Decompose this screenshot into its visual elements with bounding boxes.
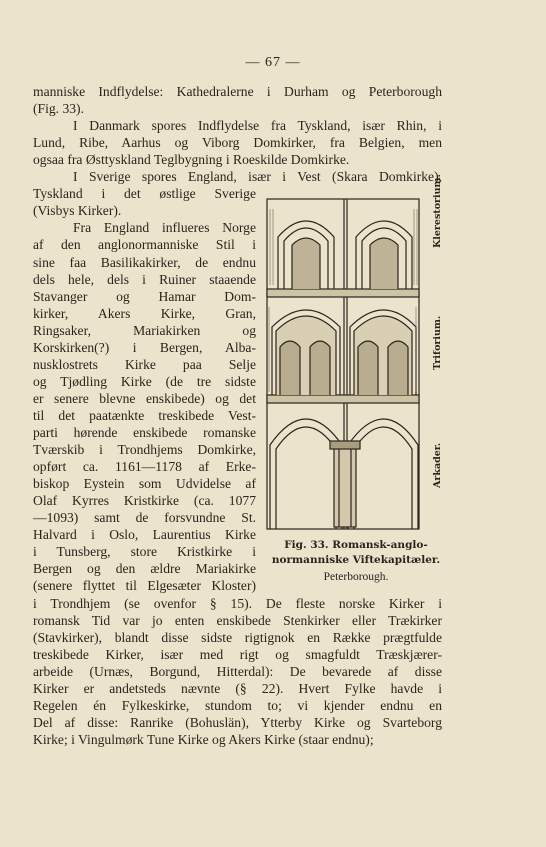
text-line: er senere blevne enskibede) og det (33, 390, 256, 406)
text-line: Regelen én Fylkeskirke, stundom to; vi kjender endnu en (33, 697, 442, 713)
text-line: treskibede Kirker, især med rigt og smagfuldt Træskjærer- (33, 646, 442, 662)
text-line: Halvard i Oslo, Laurentius Kirke (33, 527, 256, 543)
figure-caption-line-2: normanniske Viftekapitæler. (271, 554, 441, 566)
text-line: —1093) samt de forsvundne St. (33, 510, 256, 526)
text-line: Fra England influeres Norge (73, 220, 256, 236)
text-line: (Fig. 33). (33, 101, 84, 117)
figure-33-illustration (266, 197, 451, 533)
text-line: Bergen og den ældre Mariakirke (33, 561, 256, 577)
figure-caption-line-1: Fig. 33. Romansk-anglo- (284, 539, 428, 551)
text-line: Tyskland i det østlige Sverige (33, 186, 256, 202)
page-number: — 67 — (245, 55, 301, 70)
text-line: romansk Tid var jo enten enskibede Stenkirker eller Trækirker (33, 612, 442, 628)
text-line: Lund, Ribe, Aarhus og Viborg Domkirker, fra Belgien, men (33, 135, 442, 151)
text-line: arbeide (Urnæs, Borgund, Hitterdal): De bevarede af disse (33, 663, 442, 679)
text-line: Stavanger og Hamar Dom- (33, 288, 256, 304)
text-line: Del af disse: Ranrike (Bohuslän), Ytterby Kirke og Svarteborg (33, 714, 442, 730)
text-line: kirker, Akers Kirke, Gran, (33, 305, 256, 321)
text-line: Kirker er andetsteds nævnte (§ 22). Hvert Fylke havde i (33, 680, 442, 696)
text-line: I Sverige spores England, især i Vest (Skara Domkirke), (73, 169, 442, 185)
text-line: sine faa Basilikakirker, de endnu (33, 254, 256, 270)
text-line: Ringsaker, Mariakirken og (33, 322, 256, 338)
text-line: I Danmark spores Indflydelse fra Tyskland, især Rhin, i (73, 118, 442, 134)
text-line: Kirke; i Vingulmørk Tune Kirke og Akers Kirke (staar endnu); (33, 731, 374, 747)
text-line: dels hele, dels i Ruiner staaende (33, 271, 256, 287)
arcade-label: Arkader. (432, 442, 443, 488)
text-line: i Trondhjem (se ovenfor § 15). De fleste norske Kirker i (33, 595, 442, 611)
figure-caption-line-3: Peterborough. (323, 571, 389, 583)
text-line: i Tunsberg, store Kristkirke i (33, 544, 256, 560)
text-line: opført ca. 1161—1178 af Erke- (33, 459, 256, 475)
text-line: af den anglonormanniske Stil i (33, 237, 256, 253)
text-line: Korskirken(?) i Bergen, Alba- (33, 339, 256, 355)
text-line: Olaf Kyrres Kristkirke (ca. 1077 (33, 493, 256, 509)
text-line: og Tjødling Kirke (de tre sidste (33, 373, 256, 389)
text-line: til det paatænkte treskibede Vest- (33, 407, 256, 423)
text-line: ogsaa fra Østtyskland Teglbygning i Roeskilde Domkirke. (33, 152, 350, 168)
text-line: manniske Indflydelse: Kathedralerne i Durham og Peterborough (33, 84, 442, 99)
text-line: biskop Eystein som Udvidelse af (33, 476, 256, 492)
clerestory-label: Klerestorium. (432, 174, 443, 248)
text-line: parti hørende enskibede romanske (33, 425, 256, 440)
text-line: nusklostrets Kirke paa Selje (33, 356, 256, 372)
triforium-label: Triforium. (432, 315, 443, 370)
text-line: (Stavkirker), blandt disse sidste rigtignok en Række prægtfulde (33, 629, 442, 645)
text-line: (senere flyttet til Elgesæter Kloster) (33, 578, 256, 594)
text-line: Tværskib i Trondhjems Domkirke, (33, 442, 256, 458)
text-line: (Visbys Kirker). (33, 203, 122, 219)
